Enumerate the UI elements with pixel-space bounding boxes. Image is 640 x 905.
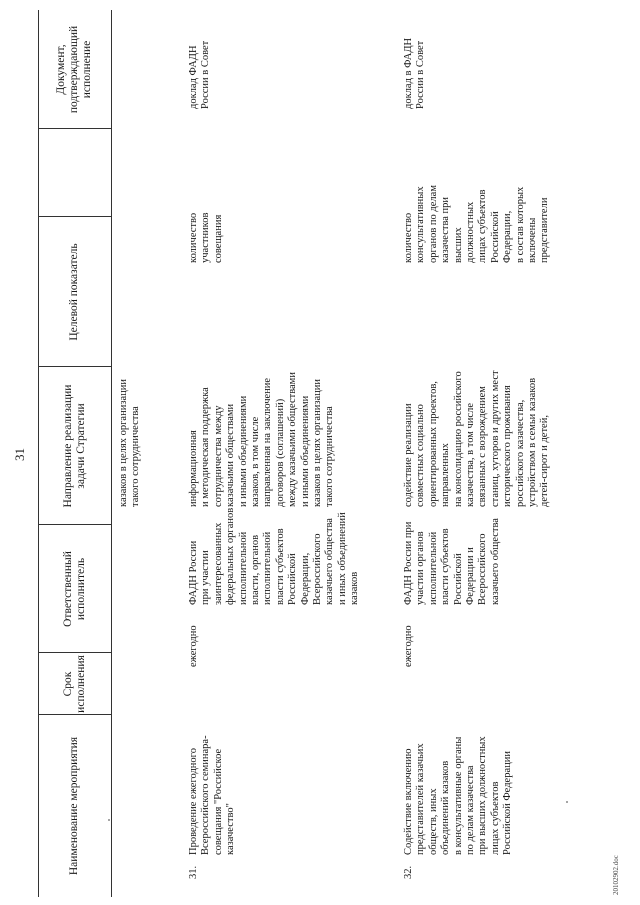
header-bottom-border: [111, 10, 112, 897]
row-name-cell: Проведение ежегодного Всероссийского семинара- совещания "Российское казачество": [188, 735, 237, 855]
row-term-cell: ежегодно: [188, 625, 199, 667]
row-number: 31.: [188, 865, 199, 879]
row-responsible-cell: ФАДН России при участии заинтересованных федеральных органов исполнительной власти, органов исполнительной власти субъектов Российской Федерации, Всероссийского казачьего общества и иных объединений казаков: [188, 507, 361, 605]
continuation-text: казаков в целях организации такого сотрудничества: [118, 379, 142, 507]
scan-speck: [108, 819, 110, 821]
row-direction-cell: информационная и методическая поддержка сотрудничества между казачьими обществами и иными объединениями казаков, в том числе направленная на заключение договоров (соглашений) между казачьими обществами и иными объединениями казаков в целях организации такого сотрудничества: [188, 372, 336, 507]
footer-filename: 20102902.doc: [612, 855, 620, 895]
row-name-cell: Содействие включению представителей казачьих обществ, иных объединений казаков в консультативные органы по делам казачества при высших должностных лицах субъектов Российской Федерации: [403, 736, 514, 855]
column-header-name: Наименование мероприятия: [68, 736, 80, 876]
column-header-indicator: Целевой показатель: [68, 243, 80, 341]
row-responsible-cell: ФАДН России при участии органов исполнительной власти субъектов Российской Федерации и Всероссийского казачьего общества: [403, 518, 501, 605]
scan-speck: [566, 801, 568, 803]
column-header-document: Документ, подтверждающий исполнение: [55, 25, 93, 114]
column-header-direction: Направление реализации задачи Стратегии: [61, 384, 87, 508]
row-indicator-cell: количество участников совещания: [188, 212, 224, 263]
column-header-term: Срок исполнения: [61, 655, 87, 713]
row-document-cell: доклад в ФАДН России в Совет: [403, 37, 427, 109]
row-number: 32.: [403, 865, 414, 879]
column-header-responsible: Ответственный исполнитель: [61, 551, 87, 627]
row-indicator-cell: количество консультативных органов по делам казачества при высших должностных лицах субъектов Российской Федерации, в состав которых включены представители: [403, 185, 551, 263]
page-number: 31: [12, 448, 27, 461]
row-document-cell: доклад ФАДН России в Совет: [188, 40, 212, 109]
row-direction-cell: содействие реализации совместных социально ориентированных проектов, направленных на консолидацию российского казачества, в том числе связанных с возрождением станиц, хуторов и других мест исторического проживания российского казачества, устройством в семьи казаков детей-сирот и детей,: [403, 370, 551, 507]
row-term-cell: ежегодно: [403, 625, 414, 667]
